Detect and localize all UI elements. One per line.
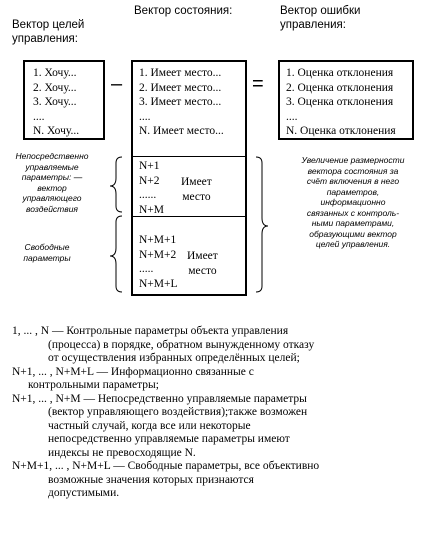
goals-item: 1. Хочу... — [33, 67, 77, 79]
errors-item: 2. Оценка отклонения — [286, 81, 394, 94]
goals-item: 2. Хочу... — [33, 81, 77, 94]
goals-item: 3. Хочу... — [33, 96, 77, 108]
state-item: 3. Имеет место... — [139, 96, 222, 108]
state-item: N. Имеет место... — [139, 125, 224, 137]
direct-section-note: Имеет место — [181, 176, 212, 203]
equals-operator: = — [252, 73, 264, 95]
legend-entry-control: 1, ... , N — Контрольные параметры объекта управления (процесса) в порядке, обратном вынужденному отказу от осуществления избранных определённых целей; — [12, 325, 315, 364]
state-item: 2. Имеет место... — [139, 81, 222, 94]
right-brace — [256, 157, 268, 292]
legend-entry-direct: N+1, ... , N+M — Непосредственно управляемые параметры (вектор управляющего воздействия);также возможен частный случай, когда все или некоторые непосредственно управляемые параметры имеют индексы не превосходящие N. — [12, 392, 308, 459]
direct-param: ...... — [139, 189, 157, 201]
legend-entry-info: N+1, ... , N+M+L — Информационно связанные с контрольными параметры; — [12, 365, 254, 391]
state-item: 1. Имеет место... — [139, 67, 222, 79]
direct-params-note: Непосредственно управляемые параметры: — вектор управляющего воздействия — [15, 151, 89, 214]
legend — [12, 325, 424, 501]
dimension-increase-note: Увеличение размерности вектора состояния за счёт включения в него параметров, информационно связанных с контроль- ными параметрами, образующими вектор целей управления. — [301, 155, 405, 249]
left-brace-free — [110, 216, 122, 292]
free-param: N+M+1 — [139, 234, 177, 246]
error-vector-header: Вектор ошибки управления: — [280, 5, 361, 31]
minus-operator: – — [111, 73, 123, 95]
errors-item: N. Оценка отклонения — [286, 125, 396, 137]
state-item: .... — [139, 110, 151, 123]
goals-vector-header: Вектор целей управления: — [12, 19, 85, 45]
legend-entry-free: N+M+1, ... , N+M+L — Свободные параметры, все объективно возможные значения которых признаются допустимыми. — [12, 460, 320, 499]
free-param: N+M+2 — [139, 248, 177, 261]
errors-item: .... — [286, 110, 298, 123]
direct-param: N+2 — [139, 174, 160, 187]
free-param: N+M+L — [139, 277, 178, 290]
goals-item: N. Хочу... — [33, 125, 80, 137]
state-vector-header: Вектор состояния: — [134, 5, 233, 17]
goals-item: .... — [33, 110, 45, 123]
free-section-note: Имеет место — [187, 250, 218, 277]
free-param: ..... — [139, 263, 154, 275]
left-brace-direct — [110, 157, 122, 212]
direct-param: N+1 — [139, 160, 160, 172]
errors-item: 1. Оценка отклонения — [286, 67, 394, 79]
errors-item: 3. Оценка отклонения — [286, 96, 394, 108]
free-params-note: Свободные параметры — [23, 242, 71, 263]
direct-param: N+M — [139, 203, 165, 216]
